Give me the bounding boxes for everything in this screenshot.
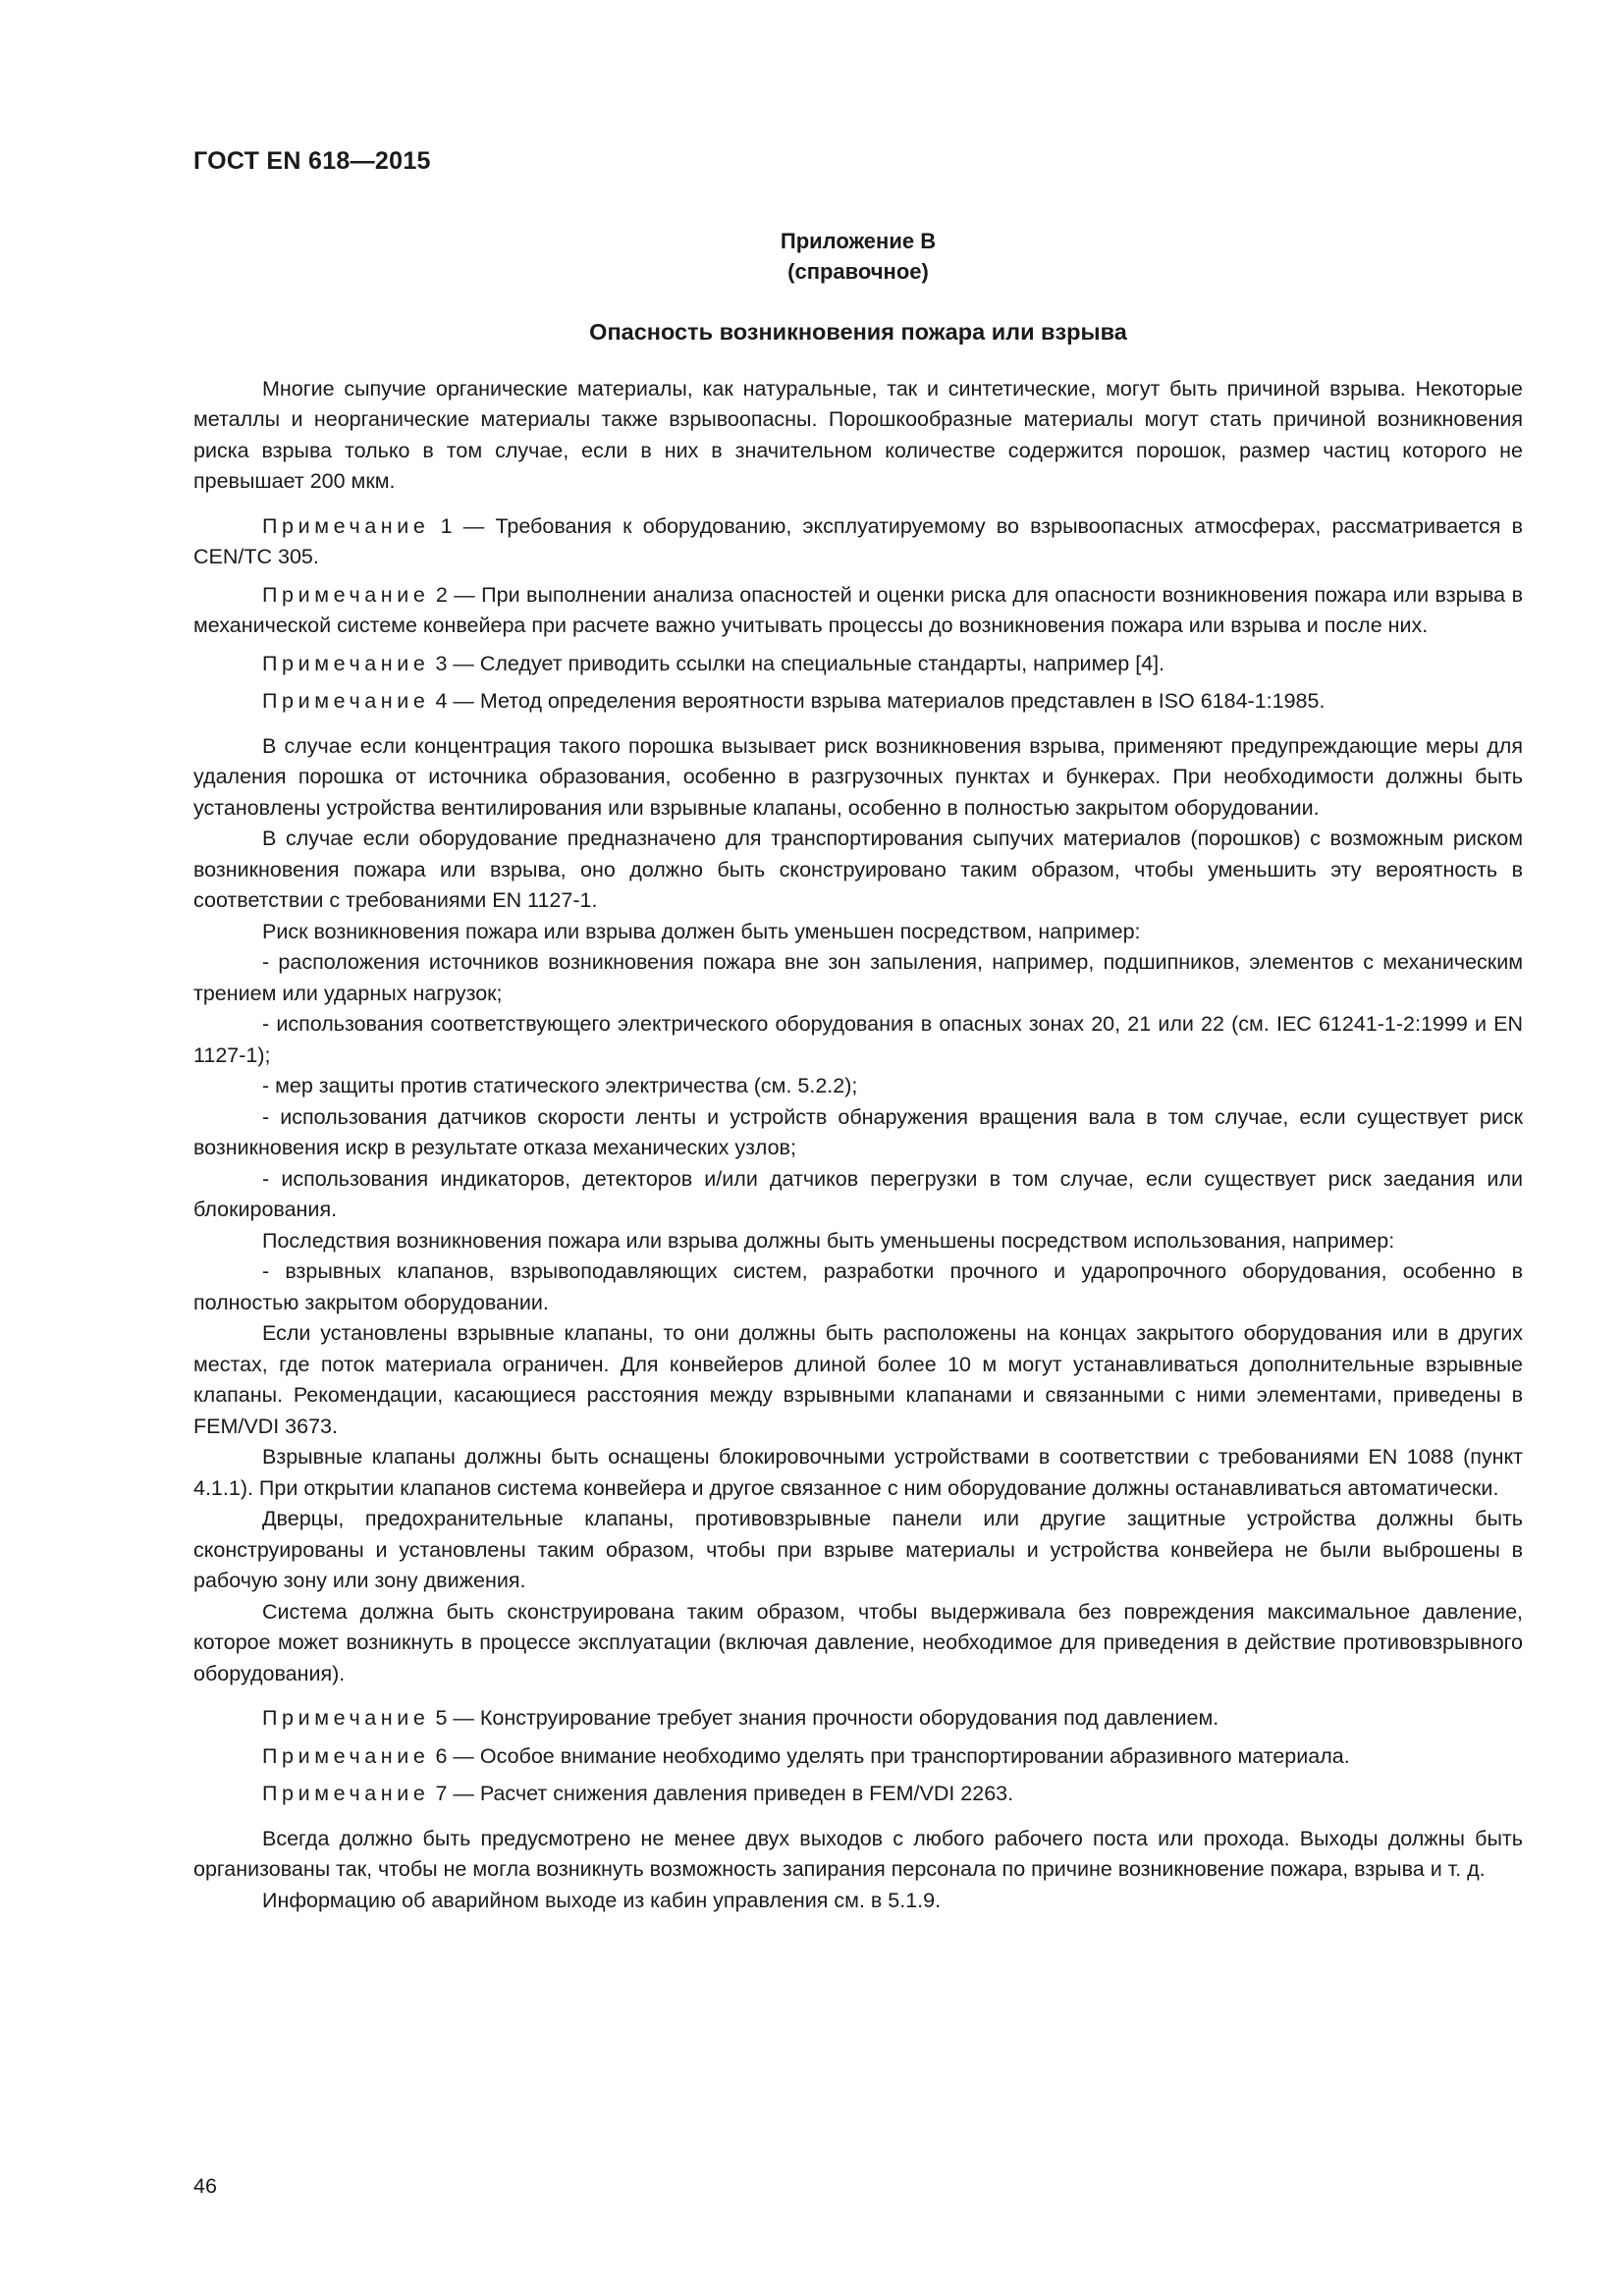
note-number: 2	[435, 582, 448, 607]
notes-group-a	[193, 511, 1523, 718]
note-number: 4	[435, 689, 448, 713]
list-item: - использования соответствующего электрического оборудования в опасных зонах 20, 21 или 22 (см. IEC 61241-1-2:1999 и EN 1127-1);	[193, 1012, 1523, 1067]
note-number: 3	[435, 651, 448, 675]
note-text: — При выполнении анализа опасностей и оценки риска для опасности возникновения пожара или взрыва в механической системе конвейера при расчете важно учитывать процессы до возникновения пожара или взрыва и после них.	[193, 582, 1523, 637]
list-item: - мер защиты против статического электричества (см. 5.2.2);	[262, 1074, 858, 1097]
note-4	[193, 686, 1523, 718]
note-label: Примечание	[262, 1743, 430, 1768]
note-1	[193, 511, 1523, 573]
body-paragraph: Последствия возникновения пожара или взрыва должны быть уменьшены посредством использования, например:	[262, 1228, 1395, 1253]
annex-kind: (справочное)	[787, 259, 929, 284]
annex-heading: Опасность возникновения пожара или взрыва	[589, 319, 1127, 345]
note-text: — Особое внимание необходимо уделять при транспортировании абразивного материала.	[447, 1743, 1350, 1768]
list-item: - взрывных клапанов, взрывоподавляющих систем, разработки прочного и ударопрочного оборудования, особенно в полностью закрытом оборудовании.	[193, 1259, 1523, 1314]
closing-body	[193, 1824, 1523, 1917]
note-2	[193, 580, 1523, 642]
note-label: Примечание	[262, 1706, 430, 1730]
list-item: - расположения источников возникновения пожара вне зон запыления, например, подшипников, элементов с механическим трением или ударных нагрузок;	[193, 950, 1523, 1005]
note-number: 5	[435, 1706, 448, 1730]
body-paragraph: Всегда должно быть предусмотрено не менее двух выходов с любого рабочего поста или прохода. Выходы должны быть организованы так, чтобы не могла возникнуть возможность запирания персонала по причине возникновение пожара, взрыва и т. д.	[193, 1826, 1523, 1881]
note-number: 6	[435, 1743, 448, 1768]
notes-group-c	[193, 1703, 1523, 1810]
body-paragraph: Система должна быть сконструирована таким образом, чтобы выдерживала без повреждения максимальное давление, которое может возникнуть в процессе эксплуатации (включая давление, необходимое для приведения в действие противовзрывного оборудования).	[193, 1599, 1523, 1685]
body-paragraph: Информацию об аварийном выходе из кабин управления см. в 5.1.9.	[262, 1888, 942, 1912]
standard-code: ГОСТ EN 618—2015	[193, 147, 431, 175]
page-content	[193, 226, 1523, 1916]
note-label: Примечание	[262, 689, 430, 713]
body-paragraph: В случае если оборудование предназначено для транспортирования сыпучих материалов (порошков) с возможным риском возникновения пожара или взрыва, оно должно быть сконструировано таким образом, чтобы уменьшить эту вероятность в соответствии с требованиями EN 1127-1.	[193, 827, 1523, 912]
note-label: Примечание	[262, 513, 430, 538]
note-7	[193, 1779, 1523, 1810]
list-item: - использования индикаторов, детекторов и/или датчиков перегрузки в том случае, если существует риск заедания или блокирования.	[193, 1166, 1523, 1221]
note-text: — Требования к оборудованию, эксплуатируемому во взрывоопасных атмосферах, рассматривается в CEN/TC 305.	[193, 513, 1523, 568]
body-paragraph: Риск возникновения пожара или взрыва должен быть уменьшен посредством, например:	[262, 919, 1141, 943]
body-paragraph: Взрывные клапаны должны быть оснащены блокировочными устройствами в соответствии с требованиями EN 1088 (пункт 4.1.1). При открытии клапанов система конвейера и другое связанное с ним оборудование должны останавливаться автоматически.	[193, 1445, 1523, 1500]
note-label: Примечание	[262, 582, 430, 607]
body-paragraph: В случае если концентрация такого порошка вызывает риск возникновения взрыва, применяют предупреждающие меры для удаления порошка от источника образования, особенно в разгрузочных пунктах и бункерах. При необходимости должны быть установлены устройства вентилирования или взрывные клапаны, особенно в полностью закрытом оборудовании.	[193, 733, 1523, 820]
note-5	[193, 1703, 1523, 1735]
page-number: 46	[193, 2174, 217, 2198]
note-text: — Конструирование требует знания прочности оборудования под давлением.	[447, 1706, 1219, 1730]
note-text: — Расчет снижения давления приведен в FEM/VDI 2263.	[447, 1782, 1014, 1805]
note-label: Примечание	[262, 1782, 430, 1805]
intro-paragraph: Многие сыпучие органические материалы, как натуральные, так и синтетические, могут быть причиной взрыва. Некоторые металлы и неорганические материалы также взрывоопасны. Порошкообразные материалы могут стать причиной возникновения риска взрыва только в том случае, если в них в значительном количестве содержится порошок, размер частиц которого не превышает 200 мкм.	[193, 376, 1523, 493]
note-6	[193, 1741, 1523, 1773]
annex-title: Приложение B	[780, 229, 937, 253]
note-text: — Следует приводить ссылки на специальные стандарты, например [4].	[447, 651, 1165, 675]
note-number: 1	[440, 513, 453, 538]
note-3	[193, 649, 1523, 680]
note-number: 7	[435, 1782, 448, 1805]
body-paragraph: Дверцы, предохранительные клапаны, противовзрывные панели или другие защитные устройства должны быть сконструированы и установлены таким образом, чтобы при взрыве материалы и устройства конвейера не были выброшены в рабочую зону или зону движения.	[193, 1507, 1523, 1592]
body-paragraph: Если установлены взрывные клапаны, то они должны быть расположены на концах закрытого оборудования или в других местах, где поток материала ограничен. Для конвейеров длиной более 10 м могут устанавливаться дополнительные взрывные клапаны. Рекомендации, касающиеся расстояния между взрывными клапанами и связанными с ними элементами, приведены в FEM/VDI 3673.	[193, 1321, 1523, 1438]
list-item: - использования датчиков скорости ленты и устройств обнаружения вращения вала в том случае, если существует риск возникновения искр в результате отказа механических узлов;	[193, 1104, 1523, 1159]
main-body	[193, 731, 1523, 1690]
note-label: Примечание	[262, 651, 430, 675]
note-text: — Метод определения вероятности взрыва материалов представлен в ISO 6184-1:1985.	[447, 689, 1326, 713]
